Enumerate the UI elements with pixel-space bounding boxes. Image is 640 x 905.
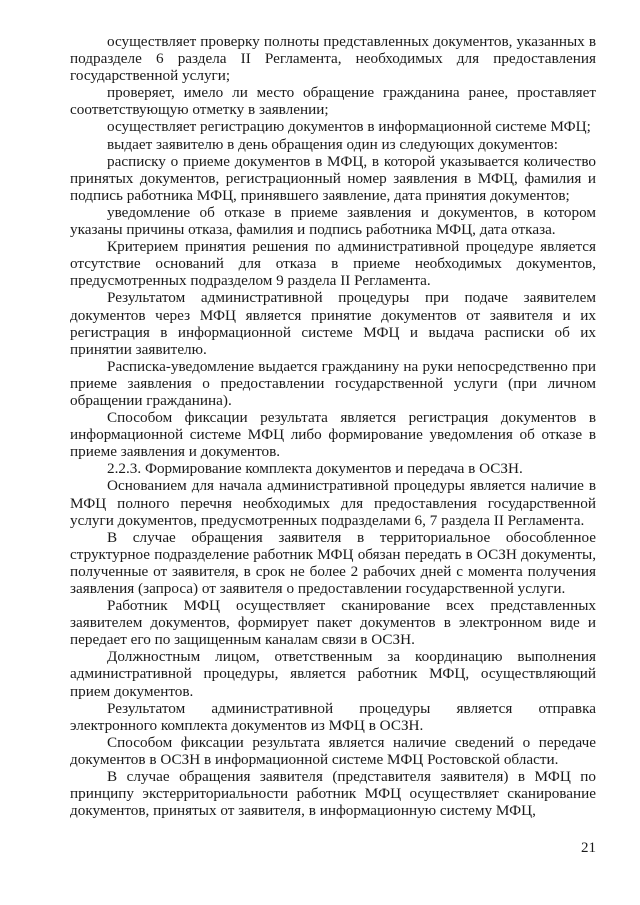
paragraph-1: осуществляет проверку полноты представленных документов, указанных в подразделе 6 раздела II Регламента, необходимых для предоставления государственной услуги; xyxy=(70,33,596,85)
paragraph-6: уведомление об отказе в приеме заявления и документов, в котором указаны причины отказа, фамилия и подпись работника МФЦ, дата отказа. xyxy=(70,203,596,239)
paragraph-13: В случае обращения заявителя в территориальное обособленное структурное подразделение работник МФЦ обязан передать в ОСЗН документы, полученные от заявителя, в срок не более 2 рабочих дней с момента получения заявления (запроса) от заявителя о предоставлении государственной услуги. xyxy=(70,528,596,597)
paragraph-2: проверяет, имело ли место обращение гражданина ранее, проставляет соответствующую отметку в заявлении; xyxy=(70,84,596,119)
page-number: 21 xyxy=(581,840,596,856)
paragraph-18: В случае обращения заявителя (представителя заявителя) в МФЦ по принципу экстерриториальности работник МФЦ осуществляет сканирование документов, принятых от заявителя, в информационную систему МФЦ, xyxy=(70,768,596,820)
paragraph-5: расписку о приеме документов в МФЦ, в которой указывается количество принятых документов, регистрационный номер заявления в МФЦ, фамилия и подпись работника МФЦ, принявшего заявление, дата принятия документов; xyxy=(70,152,596,204)
paragraph-16: Результатом административной процедуры является отправка электронного комплекта документов из МФЦ в ОСЗН. xyxy=(70,699,596,734)
paragraph-10: Способом фиксации результата является регистрация документов в информационной системе МФЦ либо формирование уведомления об отказе в приеме заявления и документов. xyxy=(70,409,596,461)
paragraph-8: Результатом административной процедуры при подаче заявителем документов через МФЦ является принятие документов от заявителя и их регистрация в информационной системе МФЦ и выдача расписки об их принятии заявителю. xyxy=(70,289,596,358)
paragraph-9: Расписка-уведомление выдается гражданину на руки непосредственно при приеме заявления о предоставлении государственной услуги (при личном обращении гражданина). xyxy=(70,357,596,409)
paragraph-7: Критерием принятия решения по административной процедуре является отсутствие оснований для отказа в приеме необходимых документов, предусмотренных подразделом 9 раздела II Регламента. xyxy=(70,238,596,290)
paragraph-12: Основанием для начала административной процедуры является наличие в МФЦ полного перечня необходимых для предоставления государственной услуги документов, предусмотренных подразделами 6, 7 раздела II Регламента. xyxy=(70,477,596,529)
paragraph-14: Работник МФЦ осуществляет сканирование всех представленных заявителем документов, формирует пакет документов в электронном виде и передает его по защищенным каналам связи в ОСЗН. xyxy=(70,597,596,649)
paragraph-3: осуществляет регистрацию документов в информационной системе МФЦ; xyxy=(107,118,591,136)
section-heading: 2.2.3. Формирование комплекта документов и передача в ОСЗН. xyxy=(107,460,523,478)
paragraph-15: Должностным лицом, ответственным за координацию выполнения административной процедуры, является работник МФЦ, осуществляющий прием документов. xyxy=(70,648,596,700)
paragraph-4: выдает заявителю в день обращения один из следующих документов: xyxy=(107,135,558,153)
paragraph-17: Способом фиксации результата является наличие сведений о передаче документов в ОСЗН в информационной системе МФЦ Ростовской области. xyxy=(70,733,596,768)
document-body xyxy=(70,33,596,819)
